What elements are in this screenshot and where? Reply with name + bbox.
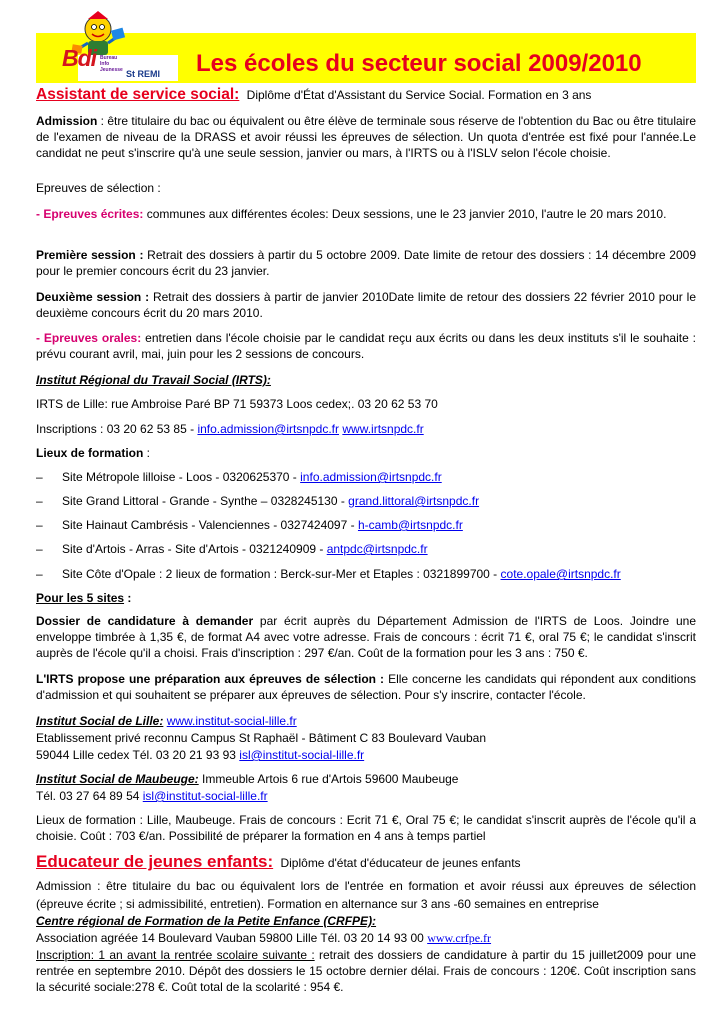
islm-email-link[interactable]: isl@institut-social-lille.fr bbox=[142, 789, 268, 803]
page-title: Les écoles du secteur social 2009/2010 bbox=[196, 50, 642, 77]
ecrites-label: - Epreuves écrites: bbox=[36, 207, 144, 221]
pour5-label: Pour les 5 sites bbox=[36, 591, 125, 605]
islm-heading-line bbox=[36, 771, 696, 787]
irts-website-link[interactable]: www.irtsnpdc.fr bbox=[342, 422, 424, 436]
dossier-candidature bbox=[36, 613, 696, 661]
isl-contact bbox=[36, 747, 696, 763]
orales-text: entretien dans l'école choisie par le candidat reçu aux écrits ou dans les deux instituts s'il le souhaite : prévu courant avril, mai, juin pour les 2 sessions de concours. bbox=[36, 331, 697, 361]
educateur-heading: Educateur de jeunes enfants: bbox=[36, 852, 274, 871]
dossier-label: Dossier de candidature à demander bbox=[36, 614, 254, 628]
irts-heading: Institut Régional du Travail Social (IRTS): bbox=[36, 373, 271, 387]
assistant-diploma: Diplôme d'État d'Assistant du Service Social. Formation en 3 ans bbox=[246, 88, 592, 102]
logo-subtitle: Bureau Info Jeunesse bbox=[100, 55, 123, 73]
premiere-session bbox=[36, 247, 696, 279]
epreuves-intro: Epreuves de sélection : bbox=[36, 181, 161, 195]
isl-email-link[interactable]: isl@institut-social-lille.fr bbox=[239, 748, 365, 762]
islm-address: Immeuble Artois 6 rue d'Artois 59600 Maubeuge bbox=[198, 772, 459, 786]
logo-text: Bdi bbox=[62, 45, 97, 71]
isl-line1: Etablissement privé reconnu Campus St Raphaël - Bâtiment C 83 Boulevard Vauban bbox=[36, 731, 487, 745]
site-email-link[interactable]: h-camb@irtsnpdc.fr bbox=[357, 518, 463, 532]
site-text: Site Hainaut Cambrésis - Valenciennes - 0327424097 - bbox=[62, 518, 358, 532]
ecrites-text: communes aux différentes écoles: Deux sessions, une le 23 janvier 2010, l'autre le 20 mars 2010. bbox=[143, 207, 667, 221]
site-dash: – bbox=[36, 542, 43, 556]
session2-label: Deuxième session : bbox=[36, 290, 150, 304]
site-dash: – bbox=[36, 567, 43, 581]
logo-place: St REMI bbox=[126, 69, 161, 79]
prep-label: L'IRTS propose une préparation aux épreuves de sélection : bbox=[36, 672, 385, 686]
educateur-admission: Admission : être titulaire du bac ou équivalent lors de l'entrée en formation et avoir réussi aux épreuves de sélection (épreuve écrite ; si admissibilité, entretien). Formation en alternance sur 3 ans -60 semaines en entreprise bbox=[36, 879, 696, 911]
inscription-text: retrait des dossiers de candidature à partir du 15 juillet2009 pour une rentrée en septembre 2010. Dépôt des dossiers le 15 octobre dernier délai. Frais de concours : 120€. Coût inscription sans la sécurité sociale:278 €. Coût total de la scolarité : 954 €. bbox=[36, 948, 696, 994]
islm-lieux: Lieux de formation : Lille, Maubeuge. Frais de concours : Ecrit 71 €, Oral 75 €; le candidat s'inscrit auprès de l'école qu'il a choisie. Coût : 703 €/an. Possibilité de préparer la formation en 4 ans à temps partiel bbox=[36, 813, 696, 843]
admission-text: : être titulaire du bac ou équivalent ou être élève de terminale sous réserve de l'obtention du Bac ou être titulaire de l'examen de niveau de la DRASS et avoir réussi les épreuves de sélection. Un quota d'entrée est fixé pour l'année.Le candidat ne peut s'inscrire qu'à une seule session, janvier ou mars, à l'IRTS ou à l'ISLV selon l'école choisie. bbox=[36, 114, 696, 160]
irts-preparation bbox=[36, 671, 696, 703]
site-email-link[interactable]: antpdc@irtsnpdc.fr bbox=[326, 542, 428, 556]
irts-inscriptions bbox=[36, 421, 696, 437]
site-text: Site d'Artois - Arras - Site d'Artois - 0321240909 - bbox=[62, 542, 327, 556]
crfpe-contact bbox=[36, 930, 696, 946]
session1-text: Retrait des dossiers à partir du 5 octobre 2009. Date limite de retour des dossiers : 14 décembre 2009 pour le premier concours écrit du 23 janvier. bbox=[36, 248, 696, 278]
crfpe-assoc: Association agréée 14 Boulevard Vauban 59800 Lille Tél. 03 20 14 93 00 bbox=[36, 931, 428, 945]
isl-line2: 59044 Lille cedex Tél. 03 20 21 93 93 bbox=[36, 748, 240, 762]
educateur-heading-line bbox=[36, 854, 696, 871]
assistant-heading-line bbox=[36, 87, 696, 103]
epreuves-orales bbox=[36, 330, 696, 362]
isl-website-link[interactable]: www.institut-social-lille.fr bbox=[166, 714, 297, 728]
site-text: Site Côte d'Opale : 2 lieux de formation : Berck-sur-Mer et Etaples : 0321899700 - bbox=[62, 567, 501, 581]
lieux-colon: : bbox=[143, 446, 151, 460]
site-text: Site Grand Littoral - Grande - Synthe – 0328245130 - bbox=[62, 494, 349, 508]
pour5-colon: : bbox=[124, 591, 132, 605]
inscriptions-text: Inscriptions : 03 20 62 53 85 - bbox=[36, 422, 198, 436]
crfpe-website-link[interactable]: www.crfpe.fr bbox=[427, 931, 492, 945]
deuxieme-session bbox=[36, 289, 696, 321]
educateur-diploma: Diplôme d'état d'éducateur de jeunes enfants bbox=[280, 856, 521, 870]
islm-heading: Institut Social de Maubeuge: bbox=[36, 772, 199, 786]
site-email-link[interactable]: info.admission@irtsnpdc.fr bbox=[300, 470, 442, 484]
crfpe-inscription bbox=[36, 947, 696, 995]
isl-heading: Institut Social de Lille: bbox=[36, 714, 164, 728]
isl-heading-line bbox=[36, 713, 696, 729]
islm-contact bbox=[36, 788, 696, 804]
lieux-formation bbox=[36, 445, 696, 461]
irts-address: IRTS de Lille: rue Ambroise Paré BP 71 59373 Loos cedex;. 03 20 62 53 70 bbox=[36, 397, 438, 411]
islm-tel: Tél. 03 27 64 89 54 bbox=[36, 789, 143, 803]
bdi-logo bbox=[58, 5, 180, 84]
orales-label: - Epreuves orales: bbox=[36, 331, 142, 345]
site-item bbox=[36, 493, 696, 509]
epreuves-ecrites bbox=[36, 206, 696, 222]
inscriptions-email-link[interactable]: info.admission@irtsnpdc.fr bbox=[197, 422, 340, 436]
site-text: Site Métropole lilloise - Loos - 0320625370 - bbox=[62, 470, 301, 484]
pour-5-sites bbox=[36, 590, 696, 606]
inscription-label: Inscription: 1 an avant la rentrée scolaire suivante : bbox=[36, 948, 315, 962]
crfpe-heading: Centre régional de Formation de la Petite Enfance (CRFPE): bbox=[36, 914, 377, 928]
site-item bbox=[36, 517, 696, 533]
crfpe-heading-line bbox=[36, 913, 696, 929]
lieux-label: Lieux de formation bbox=[36, 446, 144, 460]
admission-label: Admission bbox=[36, 114, 98, 128]
session1-label: Première session : bbox=[36, 248, 144, 262]
site-item bbox=[36, 469, 696, 485]
site-dash: – bbox=[36, 494, 43, 508]
dossier-text: par écrit auprès du Département Admission de l'IRTS de Loos. Joindre une enveloppe timbrée à 1,35 €, de format A4 avec votre adresse. Frais de concours : écrit 71 €, oral 75 €; le candidat s'inscrit auprès de l'école qu'il a choisi. Frais d'inscription : 297 €/an. Coût de la formation pour les 3 ans : 750 €. bbox=[36, 614, 697, 660]
prep-text: Elle concerne les candidats qui répondent aux conditions d'admission et qui souhaitent se préparer aux épreuves de sélection. Pour s'y inscrire, contacter l'école. bbox=[36, 672, 696, 702]
assistant-heading: Assistant de service social: bbox=[36, 86, 240, 103]
site-dash: – bbox=[36, 470, 43, 484]
site-email-link[interactable]: cote.opale@irtsnpdc.fr bbox=[500, 567, 621, 581]
assistant-admission bbox=[36, 113, 696, 161]
irts-heading-line bbox=[36, 372, 696, 388]
site-item bbox=[36, 541, 696, 557]
site-item bbox=[36, 566, 696, 582]
session2-text: Retrait des dossiers à partir de janvier 2010Date limite de retour des dossiers 22 février 2010 pour le deuxième concours écrit du 20 mars 2010. bbox=[36, 290, 696, 320]
site-email-link[interactable]: grand.littoral@irtsnpdc.fr bbox=[348, 494, 480, 508]
site-dash: – bbox=[36, 518, 43, 532]
